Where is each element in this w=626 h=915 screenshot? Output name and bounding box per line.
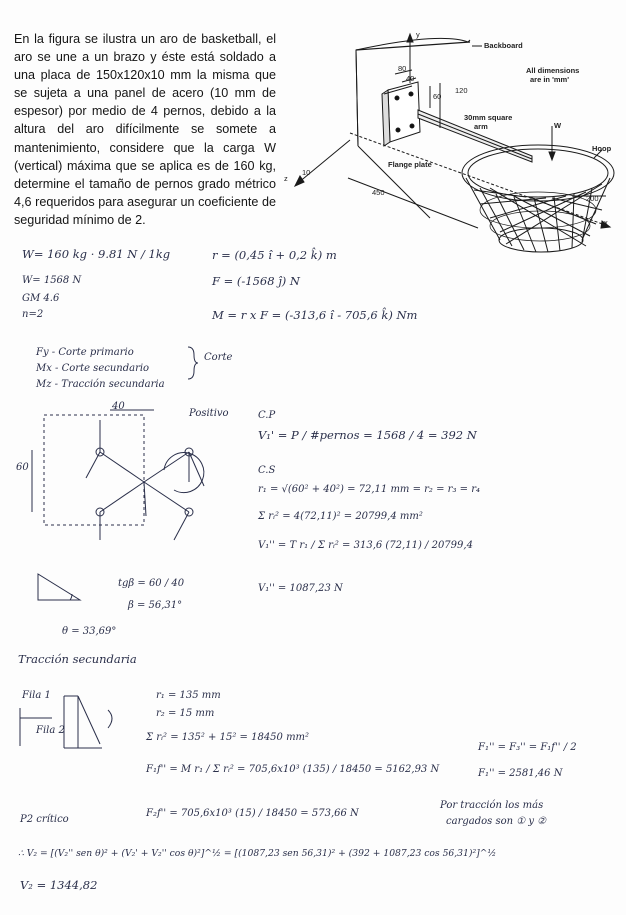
- note-ff2: F₂f'' = 705,6x10³ (15) / 18450 = 573,66 N: [146, 808, 359, 819]
- note-por-2: cargados son ① y ②: [446, 816, 547, 827]
- dim-120: 120: [455, 86, 468, 95]
- note-r1: r₁ = √(60² + 40²) = 72,11 mm = r₂ = r₃ = r₄: [258, 484, 480, 495]
- note-f1f3: F₁'' = F₃'' = F₁f'' / 2: [478, 742, 577, 753]
- note-v1pp: V₁'' = T r₁ / Σ rᵢ² = 313,6 (72,11) / 20799,4: [258, 540, 473, 551]
- dim-80: 80: [398, 64, 407, 73]
- basketball-hoop-figure: [290, 28, 620, 263]
- note-w-calc: W= 160 kg · 9.81 N / 1kg: [22, 247, 171, 261]
- note-cp: C.P: [258, 410, 276, 421]
- flange-label: Flange plate: [388, 160, 432, 169]
- note-r1b: r₁ = 135 mm: [156, 690, 221, 701]
- note-beta: β = 56,31°: [128, 600, 183, 611]
- note-v2-equation: ∴ V₂ = [(V₂'' sen θ)² + (V₂' + V₂'' cos θ)²]^½ = [(1087,23 sen 56,31)² + (392 + 1087,23 cos 56,31)²]^½: [18, 848, 497, 859]
- note-ff1: F₁f'' = M r₁ / Σ rᵢ² = 705,6x10³ (135) / 18450 = 5162,93 N: [146, 764, 440, 775]
- note-f-vector: F = (-1568 ĵ) N: [212, 274, 300, 288]
- note-theta: θ = 33,69°: [62, 626, 117, 637]
- note-f1-result: F₁'' = 2581,46 N: [478, 768, 563, 779]
- note-grade: GM 4.6: [22, 293, 60, 304]
- dim-10: 10: [302, 168, 311, 177]
- load-w-label: W: [554, 121, 562, 130]
- axis-x-label: x: [604, 218, 608, 227]
- note-m-vector: M = r x F = (-313,6 î - 705,6 k̂) Nm: [212, 308, 418, 322]
- dim-60: 60: [433, 92, 442, 101]
- axis-y-label: y: [416, 30, 420, 39]
- note-corte: Corte: [204, 352, 233, 363]
- note-fy: Fy - Corte primario: [36, 347, 134, 358]
- note-traccion: Tracción secundaria: [18, 652, 137, 666]
- dims-note-1: All dimensions: [526, 66, 580, 75]
- note-r2b: r₂ = 15 mm: [156, 708, 215, 719]
- note-sum-r2: Σ rᵢ² = 4(72,11)² = 20799,4 mm²: [258, 511, 423, 522]
- note-v2-result: V₂ = 1344,82: [20, 878, 98, 892]
- dim-40: 40: [406, 74, 415, 83]
- note-positivo: Positivo: [189, 408, 229, 419]
- note-r-vector: r = (0,45 î + 0,2 k̂) m: [212, 248, 337, 262]
- note-mz: Mz - Tracción secundaria: [36, 379, 165, 390]
- note-sum-r2b: Σ rᵢ² = 135² + 15² = 18450 mm²: [146, 732, 310, 743]
- note-v1p: V₁' = P / #pernos = 1568 / 4 = 392 N: [258, 428, 477, 442]
- hoop-label: Hoop: [592, 144, 612, 153]
- arm-label-1: 30mm square: [464, 113, 513, 122]
- note-critico: P2 crítico: [20, 814, 69, 825]
- backboard-label: Backboard: [484, 41, 523, 50]
- note-fila2: Fila 2: [36, 725, 65, 736]
- note-n: n=2: [22, 309, 44, 320]
- dim-450: 450: [372, 188, 385, 197]
- dims-note-2: are in 'mm': [530, 75, 569, 84]
- angle-sketch: [32, 570, 92, 610]
- bolt-pattern-sketch: [14, 400, 244, 575]
- note-por-1: Por tracción los más: [440, 800, 544, 811]
- brace-sketch: [186, 345, 200, 381]
- note-dim-40: 40: [112, 401, 125, 412]
- note-w-result: W= 1568 N: [22, 275, 82, 286]
- note-dim-60: 60: [16, 462, 29, 473]
- dim-200: 200: [586, 194, 599, 203]
- problem-statement: En la figura se ilustra un aro de basketball, el aro se une a un brazo y éste está soldado a una placa de 150x120x10 mm la misma que se sujeta a una panel de acero (10 mm de espesor) por medio de 4 pernos, debido a la altura del aro difícilmente se somete a mantenimiento, considere que la carga W (vertical) máxima que se aplica es de 160 kg, determine el tamaño de pernos grado métrico 4,6 requeridos para asegurar un coeficiente de seguridad mínimo de 2.: [14, 32, 276, 227]
- note-fila1: Fila 1: [22, 690, 51, 701]
- note-tan: tgβ = 60 / 40: [118, 578, 185, 589]
- note-cs: C.S: [258, 465, 276, 476]
- arm-label-2: arm: [474, 122, 488, 131]
- note-v1pp-result: V₁'' = 1087,23 N: [258, 583, 343, 594]
- axis-z-label: z: [284, 174, 288, 183]
- note-mx: Mx - Corte secundario: [36, 363, 150, 374]
